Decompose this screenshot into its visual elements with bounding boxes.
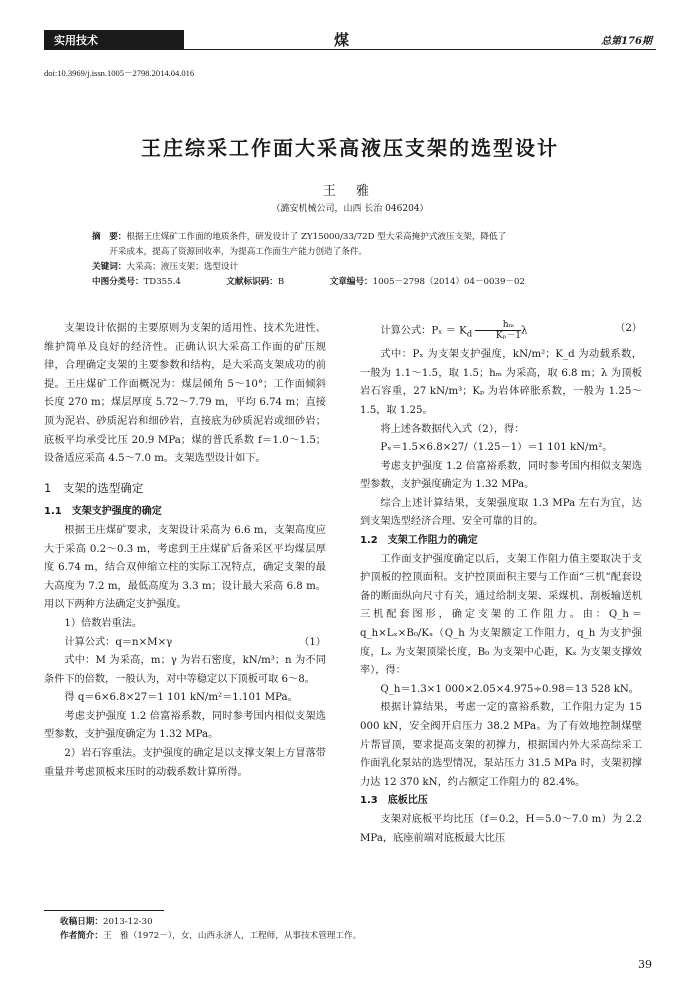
equation-2-fraction (475, 320, 520, 341)
article-no-label: 文章编号： (329, 277, 373, 287)
footnote-rule (44, 910, 164, 911)
doi: doi:10.3969/j.issn.1005－2798.2014.04.016 (44, 68, 195, 78)
abstract-label: 摘 要： (92, 232, 127, 242)
paragraph: 考虑支护强度 1.2 倍富裕系数，同时参考国内相似支架选型参数，支护强度确定为 1.32 MPa。 (360, 460, 642, 491)
paragraph: 支架对底板平均比压（f＝0.2，H＝5.0～7.0 m）为 2.2 MPa，底座前端对底板最大比压 (360, 813, 642, 844)
keywords: 大采高；液压支架；选型设计 (126, 262, 239, 272)
keywords-line (92, 260, 612, 275)
paragraph: 式中：Pₓ 为支架支护强度，kN/m²；K_d 为动载系数，一般为 1.1～1.5，取 1.5；hₘ 为采高，取 6.8 m；λ 为顶板岩石容重，27 kN/m³；Kₚ 为岩体碎胀系数，一般为 1.25～1.5，取 1.25。 (360, 349, 642, 416)
journal-logo: 煤 (334, 31, 350, 49)
doc-code-value: B (277, 277, 285, 287)
header-rule (44, 49, 656, 50)
paragraph: Q_h＝1.3×1 000×2.05×4.975÷0.98＝13 528 kN。 (380, 683, 639, 695)
abstract-text-1: 根据王庄煤矿工作面的地质条件，研发设计了 ZY15000/33/72D 型大采高掩护式液压支架，降低了 (126, 232, 507, 242)
abstract-block (92, 230, 612, 290)
equation-2-number: （2） (615, 323, 642, 334)
footnote (60, 915, 361, 943)
paragraph: 式中：M 为采高，m；γ 为岩石密度，kN/m³；n 为不同条件下的倍数，一般认为，对中等稳定以下顶板可取 6～8。 (44, 655, 326, 685)
method-1-label: 1）倍数岩重法。 (64, 617, 143, 629)
equation-1-body: 计算公式：q＝n×M×γ (64, 636, 173, 648)
author-bio: 王 雅（1972－），女，山西永济人，工程师，从事技术管理工作。 (102, 931, 362, 941)
equation-2-numerator: hₘ (475, 320, 520, 331)
section-1-1-heading: 1.1 支架支护强度的确定 (44, 506, 162, 518)
paragraph: 将上述各数据代入式（2），得： (380, 423, 525, 435)
abstract-line-2: 开采成本，提高了资源回收率，为提高工作面生产能力创造了条件。 (109, 247, 368, 257)
paragraph: 2）岩石容重法。支护强度的确定是以支撑支架上方冒落带重量并考虑顶板来压时的动载系数计算所得。 (44, 748, 326, 778)
equation-2-suffix: λ (520, 325, 528, 337)
equation-2-denominator: Kₚ－1 (495, 331, 521, 341)
equation-2-sub: d (466, 329, 473, 340)
intro-paragraph: 支架设计依据的主要原则为支架的适用性、技术先进性、维护简单及良好的经济性。正确认识大采高工作面的矿压规律，合理确定支架的主要参数和结构，是大采高支架成功的前提。王庄煤矿工作面概况为：煤层倾角 5～10°；工作面倾斜长度 270 m；煤层厚度 5.72～7.79 m，平均 6.74 m；直接顶为泥岩、砂质泥岩和细砂岩，直接底为砂质泥岩或细砂岩；底板平均承受比压 20.9 MPa；煤的普氏系数 f＝1.0～1.5；设备适应采高 4.5～7.0 m。支架选型设计如下。 (44, 323, 326, 465)
author-bio-label: 作者简介： (60, 931, 103, 941)
article-no-value: 1005－2798（2014）04－0039－02 (372, 277, 525, 287)
article-title: 王庄综采工作面大采高液压支架的选型设计 (141, 136, 559, 160)
equation-2-body (360, 320, 527, 344)
classification-line (92, 275, 612, 290)
page-number: 39 (638, 958, 652, 971)
equation-2 (360, 320, 642, 344)
section-1-heading: 1 支架的选型确定 (44, 480, 144, 495)
paragraph: 工作面支护强度确定以后，支架工作阻力值主要取决于支护顶板的控顶面积。支护控顶面积主要与工作面“三机”配套设备的断面纵向尺寸有关，通过给制支架、采煤机、刮板输送机三机配套图形，确定支架的工作阻力。由：Q_h＝q_h×Lₓ×B₀/Kₓ（Q_h 为支架额定工作阻力，q_h 为支护强度，Lₓ 为支架顶梁长度，B₀ 为支架中心距，Kₓ 为支架支撑效率），得： (360, 553, 642, 677)
paragraph: 考虑支护强度 1.2 倍富裕系数，同时参考国内相似支架选型参数，支护强度确定为 1.32 MPa。 (44, 710, 326, 741)
affiliation: （潞安机械公司，山西 长治 046204） (271, 204, 429, 214)
paragraph: Pₓ＝1.5×6.8×27/（1.25－1）＝1 101 kN/m²。 (380, 442, 613, 454)
section-1-2-heading: 1.2 支架工作阻力的确定 (360, 535, 478, 547)
received-date-line (60, 915, 361, 929)
clc-value: TD355.4 (143, 277, 181, 287)
author-bio-line (60, 929, 361, 943)
paragraph: 综合上述计算结果，支架强度取 1.3 MPa 左右为宜，达到支架选型经济合理、安全可靠的目的。 (360, 497, 642, 528)
left-column (44, 320, 326, 782)
paragraph: 得 q＝6×6.8×27＝1 101 kN/m²＝1.101 MPa。 (64, 692, 298, 704)
section-1-3-heading: 1.3 底板比压 (360, 795, 428, 807)
received-label: 收稿日期： (60, 917, 103, 927)
issue-number: 总第176期 (601, 36, 652, 47)
paragraph: 根据计算结果，考虑一定的富裕系数，工作阻力定为 15 000 kN，安全阀开启压力 38.2 MPa。为了有效地控制煤壁片帮冒顶，要求提高支架的初撑力，根据国内外大采高综采工作面乳化泵站的选型情况，泵站压力 31.5 MPa 时，支架初撑力达 12 370 kN，约占额定工作阻力的 82.4%。 (360, 702, 642, 788)
received-date: 2013-12-30 (102, 917, 153, 927)
paragraph: 根据王庄煤矿要求，支架设计采高为 6.6 m，支架高度应大于采高 0.2～0.3 m，考虑到王庄煤矿后备采区平均煤层厚度 6.74 m，结合双伸缩立柱的实际工况特点，确定支架的最大高度为 7.2 m，最低高度为 3.3 m；设计最大采高 6.8 m。用以下两种方法确定支护强度。 (44, 524, 326, 611)
right-column (360, 320, 642, 848)
equation-1-number: （1） (299, 636, 326, 648)
author: 王 雅 (322, 184, 378, 199)
equation-2-prefix: 计算公式：Pₓ ＝ K (380, 325, 467, 337)
equation-1 (44, 634, 326, 653)
keywords-label: 关键词： (92, 262, 127, 272)
abstract-line-1 (92, 230, 612, 245)
clc-label: 中图分类号： (92, 277, 144, 287)
doc-code-label: 文献标识码： (226, 277, 278, 287)
section-tag: 实用技术 (44, 30, 184, 50)
